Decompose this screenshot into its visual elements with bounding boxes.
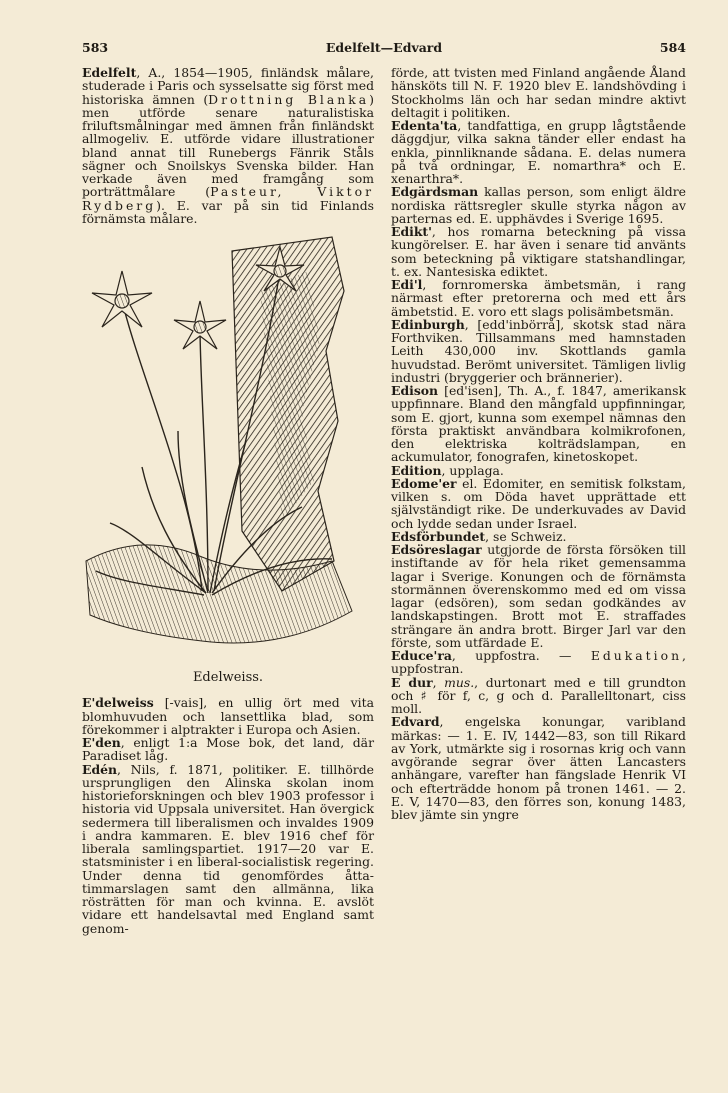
entry-continuation: förde, att tvisten med Finland angående Åland hänsköts till N. F. 1920 blev E. landshövding i Stockholms län och har sedan mindre aktivt deltagit i politiken. <box>391 65 686 120</box>
entry-edomeer: Edome'er el. Edomiter, en semitisk folkstam, vilken s. om Döda havet upprättade ett självständigt rike. De underkuvades av David och lydde sedan under Israel. <box>391 475 686 531</box>
headword: Edenta'ta <box>391 118 458 133</box>
right-column <box>391 66 686 821</box>
headword: Edelfelt <box>82 65 137 80</box>
entry-edgardsman: Edgärdsman kallas person, som enligt äldre nordiska rättsregler skulle styrka någon av parternas ed. E. upphävdes i Sverige 1695. <box>391 184 686 226</box>
edelweiss-illustration <box>82 231 374 667</box>
headword: E dur <box>391 674 433 690</box>
headword: Edikt' <box>391 224 432 239</box>
headword: Edsförbundet <box>391 528 486 544</box>
entry-edikt: Edikt', hos romarna beteckning på vissa kungörelser. E. har även i senare tid använts som beteckning på viktigare statshandlingar, t. ex. Nantesiska ediktet. <box>391 224 686 279</box>
headword: Edison <box>391 383 439 398</box>
page-number-left: 583 <box>82 40 109 55</box>
entry-edinburgh: Edinburgh, [edd'inbörrå], skotsk stad nära Forthviken. Tillsammans med hamnstaden Leith 430,000 inv. Skottlands gamla huvudstad. Berömt universitet. Tämligen livlig industri (bryggerier och brännerier). <box>391 316 686 385</box>
entry-edition: Edition, upplaga. <box>391 462 504 478</box>
headword: Edi'l <box>391 277 423 292</box>
entry-edelweiss: E'delweiss [-vais], en ullig ört med vita blomhuvuden och lansettlika blad, som förekommer i alptrakter i Europa och Asien. <box>82 695 374 737</box>
figure-caption: Edelweiss. <box>192 670 264 685</box>
headword: E'den <box>82 735 121 750</box>
page-header <box>82 40 686 60</box>
entry-edsforbundet: Edsförbundet, se Schweiz. <box>391 528 567 544</box>
entry-eden-nils: Edén, Nils, f. 1871, politiker. E. tillhörde ursprungligen den Alinska skolan inom historieforskningen och blev 1903 professor i historia vid Uppsala universitet. Han övergick sedermera till liberalismen och invaldes 1909 i andra kammaren. E. blev 1916 chef för liberala samlingspartiet. 1917—20 var E. statsminister i en liberal-socialistisk regering. Under denna tid genomfördes åtta-timmarslagen samt den allmänna, lika rösträtten för man och kvinna. E. avslöt vidare ett handelsavtal med England samt genom- <box>82 761 374 936</box>
headword: Edgärdsman <box>391 184 479 200</box>
headword: Edvard <box>391 714 440 730</box>
headword: Edsöreslagar <box>391 542 482 557</box>
entry-edil: Edi'l, fornromerska ämbetsmän, i rang närmast efter pretorerna och med ett års ämbetstid. E. voro ett slags polisämbetsmän. <box>391 277 686 319</box>
entry-edsoreslagar: Edsöreslagar utgjorde de första försöken till instiftande av för hela riket gemensamma lagar i Sverige. Konungen och de förnämsta stormännen överenskommo med ed om vissa lagar (edsören), som sedan godkändes av landskapstingen. Brott mot E. straffades strängare än andra brott. Birger Jarl var den förste, som utfärdade E. <box>391 542 686 650</box>
headword: Edén <box>82 761 117 777</box>
headword: Educe'ra <box>391 648 452 663</box>
entry-edvard: Edvard, engelska konungar, varibland märkas: — 1. E. IV, 1442—83, son till Rikard av York, utmärkte sig i rosornas krig och vann avgörande segrar över ätten Lancasters anhängare, varefter han fängslade Henrik VI och efterträdde honom på tronen 1461. — 2. E. V, 1470—83, den förres son, konung 1483, blev jämte sin yngre <box>391 714 686 822</box>
entry-edison: Edison [ed'isen], Th. A., f. 1847, amerikansk uppfinnare. Bland den mångfald uppfinningar, som E. gjort, kunna som exempel nämnas den första praktiskt användbara kolmikrofonen, den elektriska kolträdslampan, en ackumulator, fonografen, kinetoskopet. <box>391 383 686 465</box>
headword: Edome'er <box>391 475 457 491</box>
left-column <box>82 66 374 935</box>
entry-e-dur: E dur, mus., durtonart med e till grundton och ♯ för f, c, g och d. Parallelltonart, ciss moll. <box>391 674 686 716</box>
headword: Edition <box>391 462 442 478</box>
headword: Edinburgh <box>391 316 465 332</box>
entry-educera: Educe'ra, uppfostra. — Edukation, uppfostran. <box>391 648 686 677</box>
entry-eden: E'den, enligt 1:a Mose bok, det land, där Paradiset låg. <box>82 735 374 764</box>
entry-edentata: Edenta'ta, tandfattiga, en grupp lågtstående däggdjur, vilka sakna tänder eller endast ha enkla, pinnliknande sådana. E. delas numera på två ordningar, E. nomarthra* och E. xenarthra*. <box>391 118 686 186</box>
headword: E'delweiss <box>82 695 154 711</box>
page-number-right: 584 <box>659 40 686 55</box>
running-title: Edelfelt—Edvard <box>325 40 443 55</box>
entry-edelfelt: Edelfelt, A., 1854—1905, finländsk målare, studerade i Paris och sysselsatte sig först med historiska ämnen (Drottning Blanka) men utförde senare naturalistiska friluftsmålningar med ämnen från finländskt allmogeliv. E. utförde vidare illustrationer bland annat till Runebergs Fänrik Ståls sägner och Snoilskys Svenska bilder. Han verkade även med framgång som porträttmålare (Pasteur, Viktor Rydberg). E. var på sin tid Finlands förnämsta målare. <box>82 65 374 226</box>
